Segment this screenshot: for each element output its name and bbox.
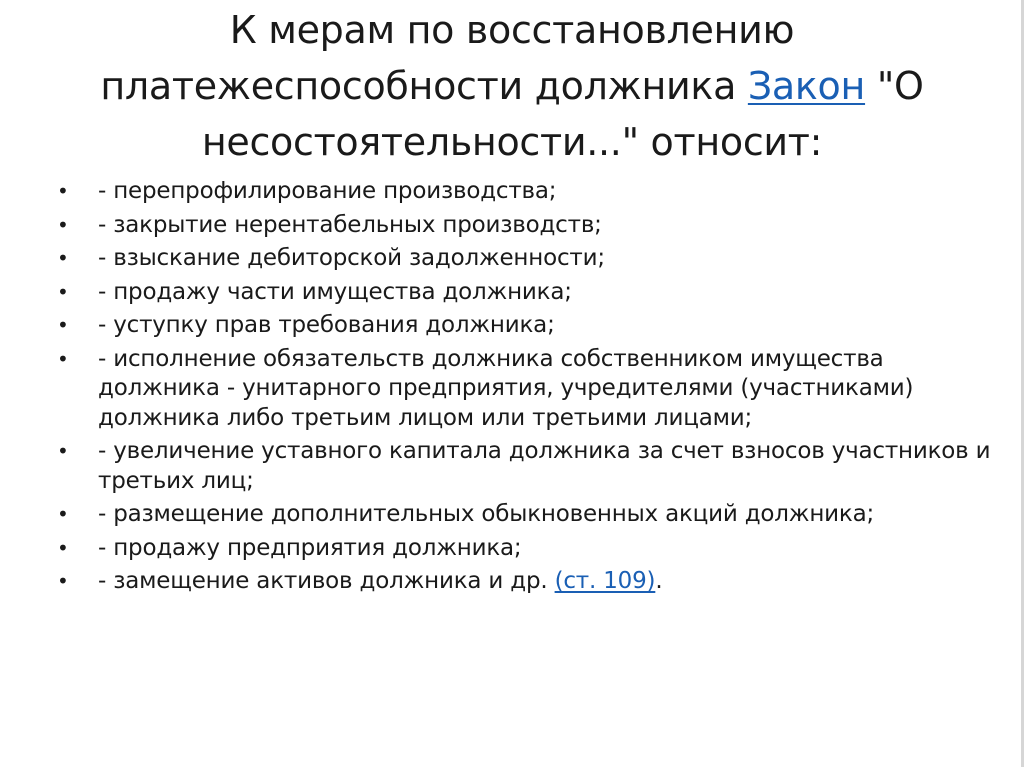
list-item-text: - исполнение обязательств должника собственником имущества должника - унитарного предприятия, учредителями (участниками) должника либо третьим лицом или третьими лицами;: [98, 345, 914, 431]
title-line-3: несостоятельности..." относит:: [201, 120, 823, 164]
list-item-text: - продажу части имущества должника;: [98, 278, 572, 305]
list-item: [57, 534, 992, 564]
list-item-text: - закрытие нерентабельных производств;: [98, 211, 602, 238]
list-item-text: - взыскание дебиторской задолженности;: [98, 245, 605, 271]
list-item-text: - замещение активов должника и др.: [98, 568, 555, 594]
bullet-icon: •: [57, 569, 69, 593]
list-item: [57, 437, 992, 496]
title-line-1: К мерам по восстановлению: [229, 8, 795, 52]
title-line-2-quote: "О: [865, 64, 924, 108]
bullet-icon: •: [57, 179, 69, 203]
list-item-text: - перепрофилирование производства;: [98, 178, 557, 204]
list-item-text: - увеличение уставного капитала должника за счет взносов участников и третьих лиц;: [98, 438, 991, 494]
bullet-icon: •: [57, 346, 69, 371]
bullet-icon: •: [57, 279, 69, 304]
list-item: [57, 311, 992, 341]
list-item: [57, 177, 992, 207]
law-link[interactable]: Закон: [747, 64, 866, 108]
title-line-2-text: платежеспособности должника: [100, 64, 748, 108]
list-item-period: .: [655, 568, 663, 594]
slide-title: [60, 2, 964, 170]
list-item: [57, 211, 992, 241]
bullet-icon: •: [57, 246, 69, 270]
list-item: [57, 278, 992, 308]
list-item-text: - продажу предприятия должника;: [98, 534, 522, 561]
bullet-icon: •: [57, 535, 69, 560]
list-item-last: [57, 567, 992, 597]
measures-list: [57, 177, 992, 601]
list-item-text: - уступку прав требования должника;: [98, 312, 555, 338]
bullet-icon: •: [57, 439, 69, 463]
list-item: [57, 244, 992, 274]
bullet-icon: •: [57, 313, 69, 337]
bullet-icon: •: [57, 502, 69, 526]
list-item-text: - размещение дополнительных обыкновенных акций должника;: [98, 501, 875, 527]
list-item: [57, 500, 992, 530]
title-line-2: [60, 58, 964, 114]
bullet-icon: •: [57, 212, 69, 237]
list-item: [57, 345, 992, 434]
article-link[interactable]: (ст. 109): [554, 568, 656, 594]
